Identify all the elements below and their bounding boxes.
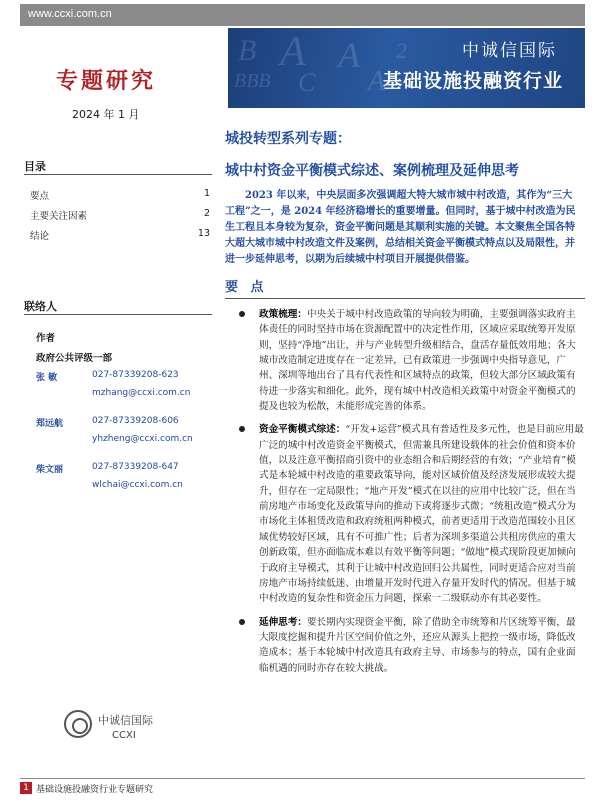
industry-name: 基础设施投融资行业 [382,70,563,92]
author-name: 柴文丽 [36,465,64,475]
ccxi-logo-icon [64,710,92,738]
report-type: 专题研究 [56,68,157,94]
banner-decor-letter: A [368,66,386,97]
toc-item-page: 2 [203,208,210,219]
top-bar [20,4,585,26]
series-title: 城投转型系列专题： [225,131,351,147]
bullet-icon [239,426,245,432]
key-point [225,615,585,676]
author-phone: 027-87339208-647 [92,462,179,472]
key-point [225,307,585,414]
key-points-list [225,307,585,676]
toc-item-label: 要点 [30,191,50,202]
toc-item[interactable] [30,188,210,202]
author-entry [36,370,216,410]
author-email[interactable]: mzhang@ccxi.com.cn [92,388,191,398]
report-headline: 城中村资金平衡模式综述、案例梳理及延伸思考 [225,163,519,179]
key-points-divider [225,298,585,299]
ccxi-logo [64,706,194,750]
key-point-body: 中央关于城中村改造政策的导向较为明确，主要强调落实政府主体责任的同时坚持市场在资源配置中的决定性作用，区域应采取统筹开发原则，坚持“净地”出让，并与产业转型升级相结合，盘活存量低效用地；各大城市改造制定进度存在一定差异，已有政策进一步强调中央指导意见，广州、深圳等地出台了具有代表性和区域特点的政策，但较大部分区域政策有待进一步落实和细化。此外，现有城中村改造相关政策中对资金平衡模式的提及也较为松散，未能形成完善的体系。 [259,309,576,413]
toc-item-label: 结论 [30,231,50,242]
banner-decor-letter: C [298,68,316,97]
author-block [36,330,216,502]
footer-text: 基础设施投融资行业专题研究 [36,785,154,795]
bullet-icon [239,619,245,625]
author-name: 张 敏 [36,373,58,383]
header-banner [228,28,585,108]
toc-item-page: 1 [203,188,210,199]
page-footer [20,778,585,796]
key-point-lead: 延伸思考： [259,616,307,628]
main-content [225,128,585,684]
key-point-body: 要长期内实现资金平衡，除了借助全市统筹和片区统筹平衡，最大限度挖掘和提升片区空间价值之外，还应从源头上把控一级市场，降低改造成本；基于本轮城中村改造具有政府主导、市场参与的特点，国有企业面临机遇的同时亦存在较大挑战。 [259,616,576,674]
author-name: 郑远航 [36,419,64,429]
key-points-title: 要 点 [225,280,268,295]
author-phone: 027-87339208-606 [92,416,179,426]
key-point-lead: 政策梳理： [259,309,307,320]
key-point-lead: 资金平衡模式综述： [259,424,346,436]
sidebar [20,28,215,768]
report-date: 2024 年 1 月 [72,108,140,121]
department: 政府公共评级一部 [36,353,113,364]
toc-title: 目录 [24,160,46,173]
contact-title: 联络人 [24,300,57,313]
banner-decor-letter: BBB [234,70,271,92]
author-email[interactable]: yhzheng@ccxi.com.cn [92,434,193,444]
banner-decor-letter: 2 [396,38,407,63]
banner-decor-letter: A [280,29,306,75]
banner-decor-letter: B [238,34,257,67]
logo-en-text: CCXI [112,730,136,741]
toc-item-page: 13 [197,228,210,239]
toc-divider [24,174,212,175]
page-number: 1 [20,782,32,794]
author-entry [36,462,216,502]
key-point [225,422,585,606]
banner-decor-letter: A [338,35,360,75]
author-phone: 027-87339208-623 [92,370,179,380]
bullet-icon [239,311,245,317]
toc-item[interactable] [30,208,210,222]
abstract: 2023 年以来，中央层面多次强调超大特大城市城中村改造，其作为“三大工程”之一，是 2024 年经济稳增长的重要增量。但同时，基于城中村改造为民生工程且本身较为复杂，资金平衡问题是其顺利实施的关键。本文聚焦全国各特大超大城市城中村改造文件及案例，总结相关资金平衡模式特点以及局限性，并进一步延伸思考，以期为后续城中村项目开展提供借鉴。 [225,190,576,265]
contact-divider [24,314,212,315]
website-url[interactable]: www.ccxi.com.cn [28,8,112,20]
author-email[interactable]: wlchai@ccxi.com.cn [92,480,183,490]
toc-item-label: 主要关注因素 [30,211,88,222]
author-entry [36,416,216,456]
brand-name: 中诚信国际 [462,41,557,61]
authors-label: 作者 [36,333,56,344]
toc-item[interactable] [30,228,210,242]
key-point-body: “开发+运营”模式具有普适性及多元性，也是目前应用最广泛的城中村改造资金平衡模式，但需兼具所建设载体的社会价值和资本价值，以及注意平衡招商引资中的业态组合和后期经营的有效；“产业培育”模式是本轮城中村改造的重要政策导向，能对区域价值及经济发展形成较大提升，但存在一定局限性；“地产开发”模式在以往的应用中比较广泛，但在当前房地产市场变化及政策导向的推动下或将逐步式微；“统租改造”模式分为市场化主体租赁改造和政府统租两种模式，前者更适用于改造范围较小且区域优势较好区域，具有不可推广性；后者为深圳多渠道公共租房供应的重大创新政策，但亦面临成本难以有效平衡等问题；“做地”模式现阶段更加倾向于政府主导模式，其利于让城中村改造回归公共属性，同时更适合应对当前房地产市场持续低迷、由增量开发时代进入存量开发时代的情况。但基于城中村改造的复杂性和资金压力问题，探索一二级联动亦有其必要性。 [259,424,584,605]
logo-cn-text: 中诚信国际 [98,714,153,727]
